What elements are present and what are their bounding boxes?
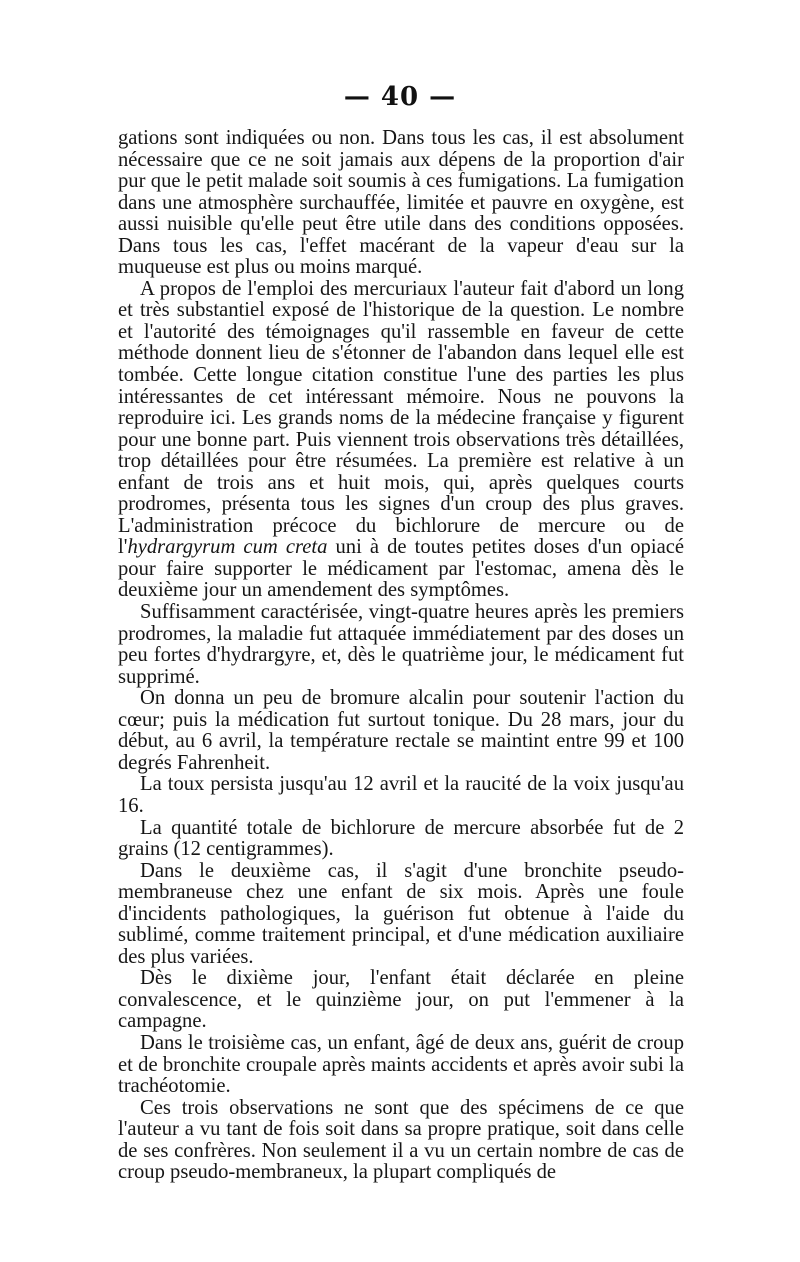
paragraph-10: Ces trois observations ne sont que des spécimens de ce que l'auteur a vu tant de fois soit dans sa propre pratique, soit dans celle de ses confrères. Non seulement il a vu un certain nombre de cas de croup pseudo-membraneux, la plupart compliqués de xyxy=(118,1096,684,1184)
body-text xyxy=(118,128,684,1184)
paragraph-9: Dans le troisième cas, un enfant, âgé de deux ans, guérit de croup et de bronchite croupale après maints accidents et après avoir subi la trachéotomie. xyxy=(118,1031,684,1098)
paragraph-4: On donna un peu de bromure alcalin pour soutenir l'action du cœur; puis la médication fut surtout tonique. Du 28 mars, jour du début, au 6 avril, la température rectale se maintint entre 99 et 100 degrés Fahrenheit. xyxy=(118,687,684,774)
paragraph-2 xyxy=(118,279,684,602)
paragraph-5: La toux persista jusqu'au 12 avril et la raucité de la voix jusqu'au 16. xyxy=(118,773,684,817)
paragraph-2-text: A propos de l'emploi des mercuriaux l'auteur fait d'abord un long et très substantiel exposé de l'historique de la question. Le nombre et l'autorité des témoignages qu'il rassemble en faveur de cette méthode donnent lieu de s'étonner de l'abandon dans lequel elle est tombée. Cette longue citation constitue l'une des parties les plus intéressantes de cet intéressant mémoire. Nous ne pouvons la reproduire ici. Les grands noms de la médecine française y figurent pour une bonne part. Puis viennent trois observations très détaillées, trop détaillées pour être résumées. La première est relative à un enfant de trois ans et huit mois, qui, après quelques courts prodromes, présenta tous les signes d'un croup des plus graves. L'administration précoce du bichlorure de mercure ou de l' xyxy=(118,277,684,559)
paragraph-2-italic-term: hydrargyrum cum creta xyxy=(127,536,328,559)
paragraph-7: Dans le deuxième cas, il s'agit d'une bronchite pseudo-membraneuse chez une enfant de six mois. Après une foule d'incidents pathologiques, la guérison fut obtenue à l'aide du sublimé, comme traitement principal, et d'une médication auxiliaire des plus variées. xyxy=(118,859,684,968)
paragraph-2-continuation: uni à de toutes petites doses d'un opiacé pour faire supporter le médicament par l'estomac, amena dès le deuxième jour un amendement des symptômes. xyxy=(118,536,684,602)
page-number: — 40 — xyxy=(343,82,457,112)
paragraph-3: Suffisamment caractérisée, vingt-quatre heures après les premiers prodromes, la maladie fut attaquée immédiatement par des doses un peu fortes d'hydrargyre, et, dès le quatrième jour, le médicament fut supprimé. xyxy=(118,601,684,688)
paragraph-8: Dès le dixième jour, l'enfant était déclarée en pleine convalescence, et le quinzième jour, on put l'emmener à la campagne. xyxy=(118,967,684,1033)
paragraph-1: gations sont indiquées ou non. Dans tous les cas, il est absolument nécessaire que ce ne soit jamais aux dépens de la proportion d'air pur que le petit malade soit soumis à ces fumigations. La fumigation dans une atmosphère surchauffée, limitée et pauvre en oxygène, est aussi nuisible qu'elle peut être utile dans des conditions opposées. Dans tous les cas, l'effet macérant de la vapeur d'eau sur la muqueuse est plus ou moins marqué. xyxy=(118,127,684,279)
paragraph-6: La quantité totale de bichlorure de mercure absorbée fut de 2 grains (12 centigrammes). xyxy=(118,816,684,861)
